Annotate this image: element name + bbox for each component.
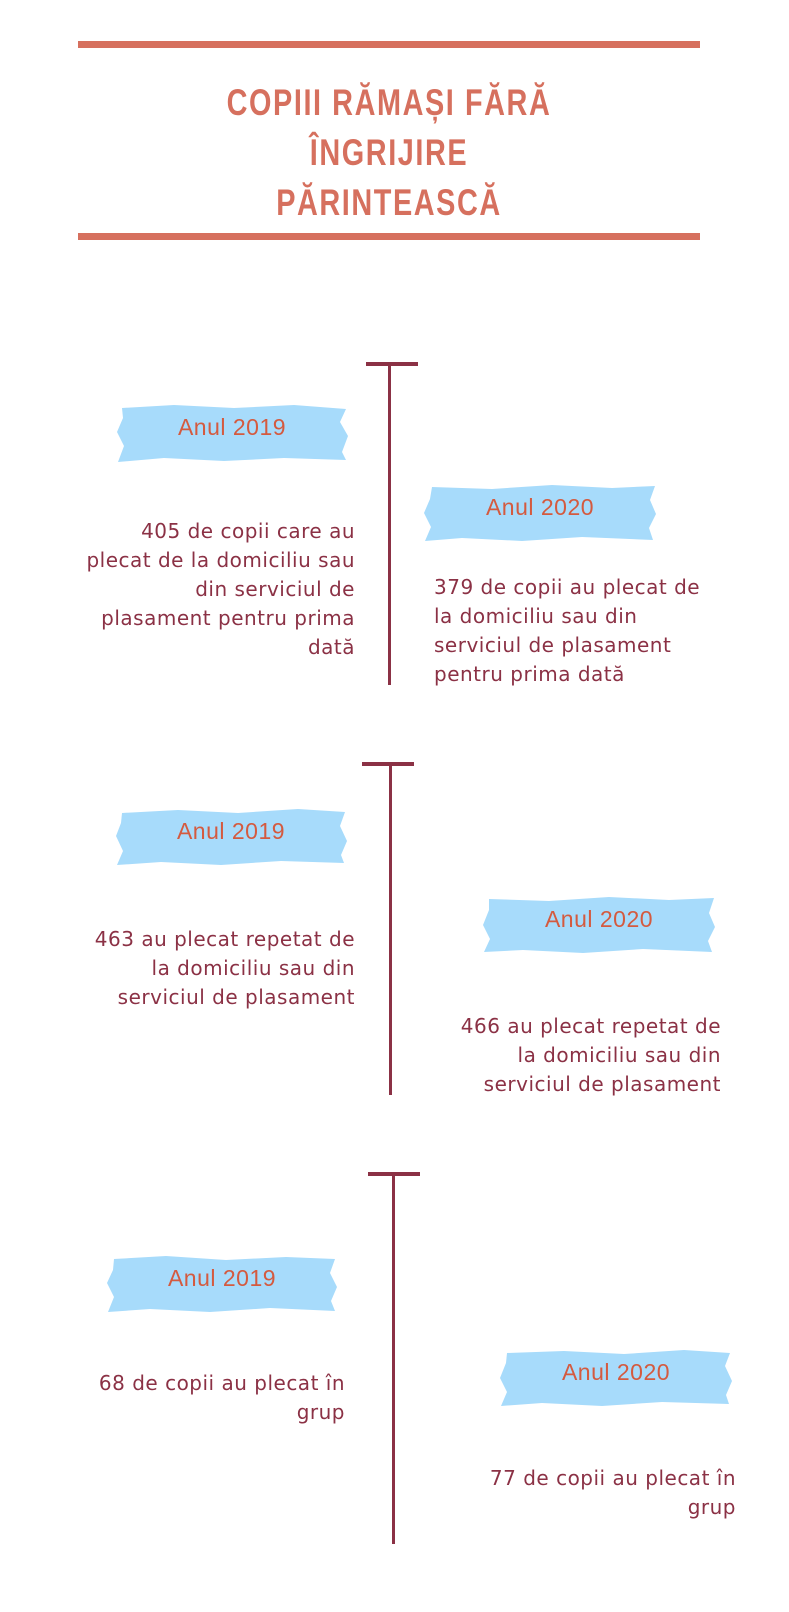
stat-2020	[434, 573, 754, 689]
timeline-line	[388, 362, 391, 685]
year-label: Anul 2019	[167, 1265, 277, 1291]
stat-line: plecat de la domiciliu sau	[86, 548, 355, 572]
year-label: Anul 2020	[561, 1359, 671, 1385]
year-badge-2019	[104, 1253, 340, 1313]
stat-line: dată	[307, 635, 355, 659]
page-title-line-2: PĂRINTEASCĂ	[276, 182, 502, 223]
stat-line: la domiciliu sau din	[434, 604, 638, 628]
page-title-line-1: COPIII RĂMAȘI FĂRĂ ÎNGRIJIRE	[226, 82, 552, 173]
year-badge-2020	[481, 894, 717, 954]
year-label: Anul 2019	[177, 414, 287, 440]
year-badge-2019	[113, 806, 349, 866]
year-badge-2020	[422, 482, 658, 542]
stat-line: la domiciliu sau din	[151, 956, 355, 980]
stat-2019	[35, 517, 355, 662]
stat-line: serviciul de plasament	[434, 633, 672, 657]
timeline-cap	[366, 362, 418, 366]
year-badge-2019	[114, 402, 350, 462]
stat-2019	[15, 925, 355, 1012]
stat-line: grup	[687, 1495, 736, 1519]
year-label: Anul 2019	[176, 818, 286, 844]
year-label: Anul 2020	[544, 906, 654, 932]
stat-line: serviciul de plasament	[483, 1072, 721, 1096]
stat-2020	[416, 1464, 736, 1522]
stat-line: serviciul de plasament	[117, 985, 355, 1009]
stat-line: plasament pentru prima	[101, 606, 355, 630]
stat-line: 77 de copii au plecat în	[489, 1466, 736, 1490]
year-badge-2020	[498, 1347, 734, 1407]
stat-line: 463 au plecat repetat de	[94, 927, 355, 951]
stat-line: 466 au plecat repetat de	[460, 1014, 721, 1038]
stat-2020	[401, 1012, 721, 1099]
timeline-line	[392, 1172, 395, 1544]
stat-line: grup	[296, 1400, 345, 1424]
timeline-line	[389, 762, 392, 1095]
title-bottom-rule	[78, 233, 700, 240]
stat-line: 68 de copii au plecat în	[98, 1371, 345, 1395]
stat-line: 405 de copii care au	[141, 519, 355, 543]
stat-line: din serviciul de	[195, 577, 355, 601]
title-top-rule	[78, 41, 700, 48]
timeline-cap	[362, 762, 414, 766]
stat-line: la domiciliu sau din	[517, 1043, 721, 1067]
year-label: Anul 2020	[485, 494, 595, 520]
stat-2019	[25, 1369, 345, 1427]
stat-line: pentru prima dată	[434, 662, 625, 686]
stat-line: 379 de copii au plecat de	[434, 575, 701, 599]
page-title	[146, 78, 631, 228]
